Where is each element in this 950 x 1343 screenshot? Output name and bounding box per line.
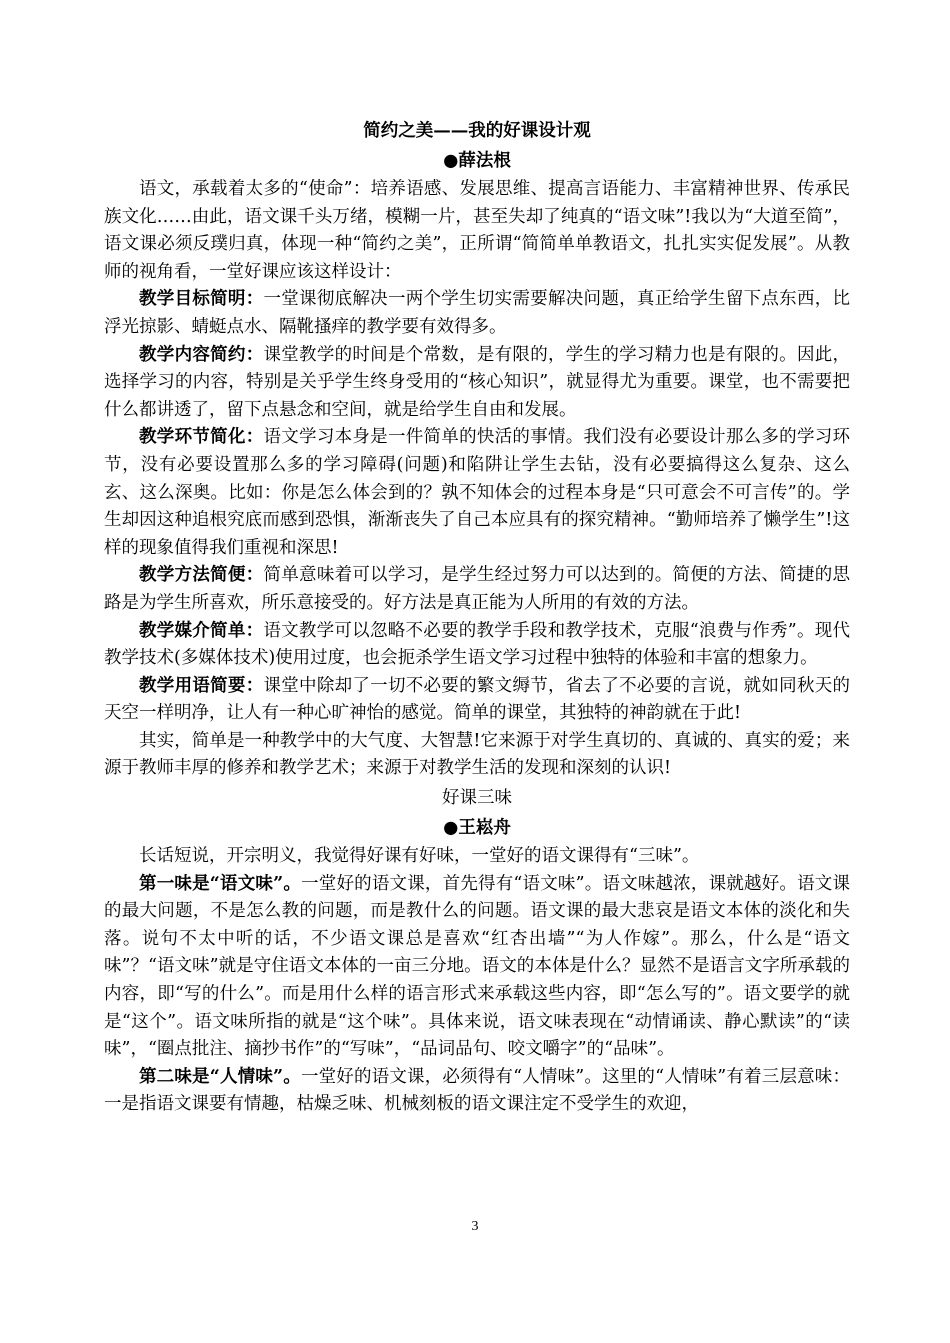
point-text: 一堂课彻底解决一两个学生切实需要解决问题，真正给学生留下点东西，比浮光掠影、蜻蜓点水、隔靴搔痒的教学要有效得多。 <box>104 289 851 337</box>
point-paragraph <box>104 618 850 673</box>
point-text: 语文教学可以忽略不必要的教学手段和教学技术，克服“浪费与作秀”。现代教学技术(多媒体技术)使用过度，也会扼杀学生语文学习过程中独特的体验和丰富的想象力。 <box>104 620 851 669</box>
point-paragraph <box>104 342 850 425</box>
point-text: 课堂中除却了一切不必要的繁文缛节，省去了不必要的言说，就如同秋天的天空一样明净，让人有一种心旷神怡的感觉。简单的课堂，其独特的神韵就在于此! <box>104 675 851 724</box>
point-text: 语文学习本身是一件简单的快活的事情。我们没有必要设计那么多的学习环节，没有必要设置那么多的学习障碍(问题)和陷阱让学生去钻，没有必要搞得这么复杂、这么玄、这么深奥。比如：你是怎么体会到的？孰不知体会的过程本身是“只可意会不可言传”的。学生却因这种追根究底而感到恐惧，渐渐丧失了自己本应具有的探究精神。“勤师培养了懒学生”!这样的现象值得我们重视和深思! <box>104 427 851 558</box>
point-paragraph <box>104 871 850 1064</box>
closing-paragraph: 其实，简单是一种教学中的大气度、大智慧!它来源于对学生真切的、真诚的、真实的爱；来源于教师丰厚的修养和教学艺术；来源于对教学生活的发现和深刻的认识! <box>104 730 850 779</box>
page-number: 3 <box>471 1219 479 1234</box>
article-title: 简约之美——我的好课设计观 <box>363 121 591 141</box>
point-lead: 教学用语简要： <box>139 675 264 696</box>
section-title: 好课三味 <box>442 788 512 809</box>
point-text: 一堂好的语文课，必须得有“人情味”。这里的“人情味”有着三层意味：一是指语文课要有情趣，枯燥乏味、机械刻板的语文课注定不受学生的欢迎， <box>104 1066 850 1115</box>
section-author: ●王崧舟 <box>443 818 511 839</box>
point-lead: 第一味是“语文味”。 <box>139 873 302 894</box>
point-paragraph <box>104 424 850 562</box>
point-text: 课堂教学的时间是个常数，是有限的，学生的学习精力也是有限的。因此，选择学习的内容，特别是关乎学生终身受用的“核心知识”，就显得尤为重要。课堂，也不需要把什么都讲透了，留下点悬念和空间，就是给学生自由和发展。 <box>104 344 851 420</box>
point-lead: 第二味是“人情味”。 <box>139 1066 301 1087</box>
point-lead: 教学方法简便： <box>139 565 264 586</box>
document-page <box>104 116 850 1119</box>
point-paragraph <box>104 673 850 728</box>
point-lead: 教学内容简约： <box>139 344 264 365</box>
point-paragraph <box>104 562 850 617</box>
point-lead: 教学媒介简单： <box>139 620 264 641</box>
point-text: 简单意味着可以学习，是学生经过努力可以达到的。简便的方法、简捷的思路是为学生所喜欢，所乐意接受的。好方法是真正能为人所用的有效的方法。 <box>104 565 851 613</box>
article-author: ●薛法根 <box>443 151 511 171</box>
point-paragraph <box>104 286 850 341</box>
point-lead: 教学目标简明： <box>139 289 264 310</box>
intro-paragraph: 语文，承载着太多的“使命”：培养语感、发展思维、提高言语能力、丰富精神世界、传承民族文化……由此，语文课千头万绪，模糊一片，甚至失却了纯真的“语文味”!我以为“大道至简”，语文课必须反璞归真，体现一种“简约之美”，正所谓“简简单单教语文，扎扎实实促发展”。从教师的视角看，一堂好课应该这样设计： <box>104 179 850 282</box>
point-text: 一堂好的语文课，首先得有“语文味”。语文味越浓，课就越好。语文课的最大问题，不是怎么教的问题，而是教什么的问题。语文课的最大悲哀是语文本体的淡化和失落。说句不太中听的话，不少语文课总是喜欢“红杏出墙”“为人作嫁”。那么，什么是“语文味”？“语文味”就是守住语文本体的一亩三分地。语文的本体是什么？显然不是语言文字所承载的内容，即“写的什么”。而是用什么样的语言形式来承载这些内容，即“怎么写的”。语文要学的就是“这个”。语文味所指的就是“这个味”。具体来说，语文味表现在“动情诵读、静心默读”的“读味”，“圈点批注、摘抄书作”的“写味”，“品词品句、咬文嚼字”的“品味”。 <box>104 873 850 1060</box>
intro-paragraph: 长话短说，开宗明义，我觉得好课有好味，一堂好的语文课得有“三味”。 <box>139 846 700 867</box>
point-paragraph <box>104 1064 850 1119</box>
point-lead: 教学环节简化： <box>139 427 264 448</box>
